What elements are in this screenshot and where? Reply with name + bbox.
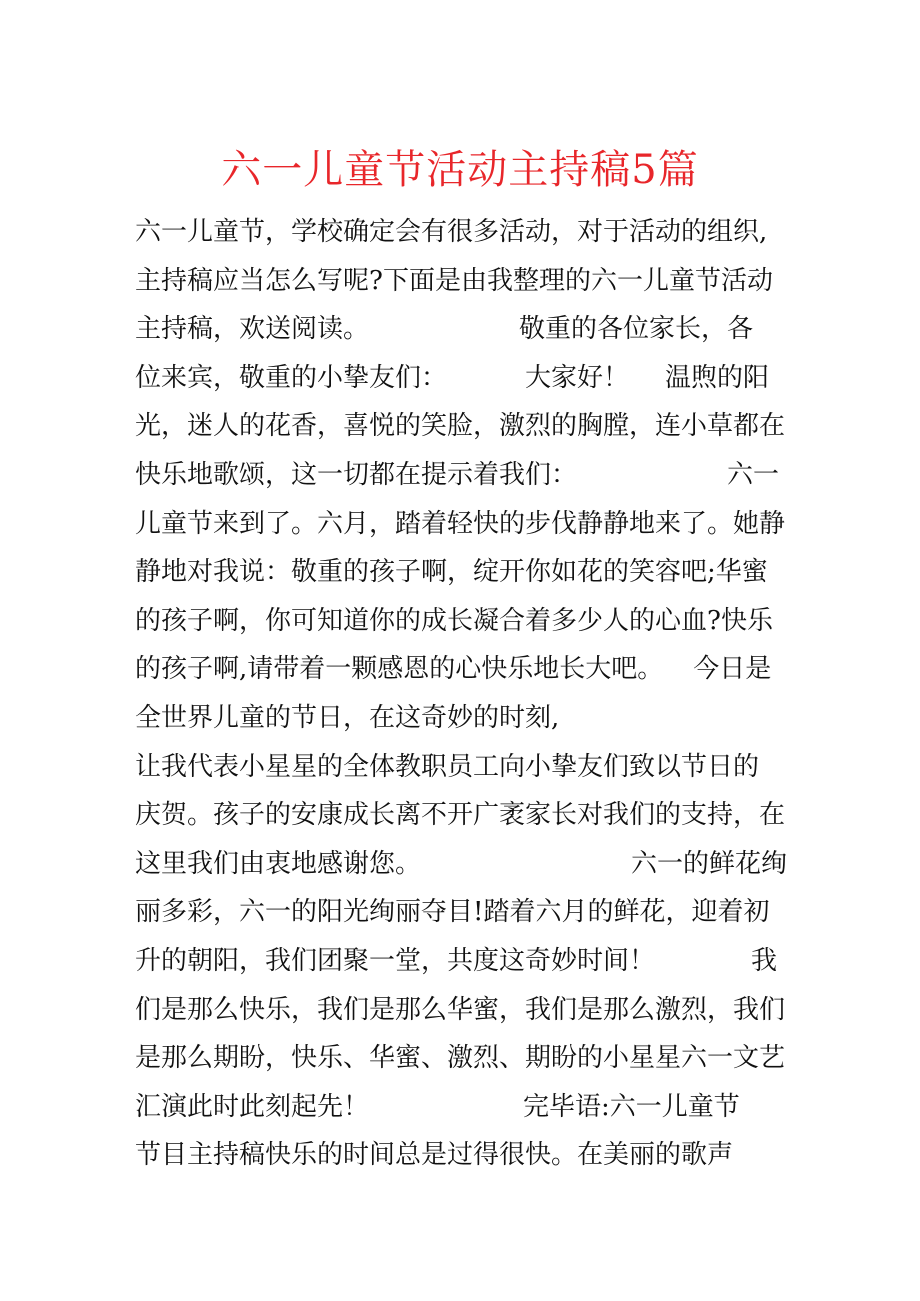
- text-line: [135, 402, 795, 451]
- text-segment: 儿童节来到了。六月，踏着轻快的步伐静静地来了。她静: [135, 508, 786, 539]
- text-line: [135, 257, 795, 306]
- text-segment: 大家好！: [525, 362, 630, 393]
- text-segment: 静地对我说：敬重的孩子啊，绽开你如花的笑容吧;华蜜: [135, 557, 768, 588]
- text-segment: 今日是: [693, 654, 772, 685]
- text-line: [135, 937, 795, 986]
- text-line: [135, 1034, 795, 1083]
- text-segment: 全世界儿童的节日，在这奇妙的时刻,: [135, 702, 560, 733]
- text-segment: 主持稿应当怎么写呢?下面是由我整理的六一儿童节活动: [135, 265, 773, 296]
- document-title: 六一儿童节活动主持稿5篇: [221, 147, 699, 193]
- text-segment: 我: [751, 945, 778, 976]
- text-line: [135, 451, 795, 500]
- text-segment: 的孩子啊，你可知道你的成长凝合着多少人的心血?快乐: [135, 605, 773, 636]
- text-segment: 温煦的阳: [665, 362, 770, 393]
- text-segment: 是那么期盼，快乐、华蜜、激烈、期盼的小星星六一文艺: [135, 1043, 786, 1074]
- text-segment: 庆贺。孩子的安康成长离不开广袤家长对我们的支持，在: [135, 800, 786, 831]
- text-line: [135, 791, 795, 840]
- text-segment: 让我代表小星星的全体教职员工向小挚友们致以节日的: [135, 751, 760, 782]
- text-segment: 六一的鲜花绚: [631, 848, 788, 879]
- text-segment: 敬重的各位家长，各: [519, 314, 754, 345]
- text-segment: 汇演此时此刻起先！: [135, 1091, 370, 1122]
- text-segment: 完毕语:六一儿童节: [523, 1091, 740, 1122]
- text-line: [135, 305, 795, 354]
- text-segment: 这里我们由衷地感谢您。: [135, 848, 422, 879]
- text-line: [135, 888, 795, 937]
- text-line: [135, 1083, 795, 1132]
- text-segment: 的孩子啊,请带着一颗感恩的心快乐地长大吧。: [135, 654, 664, 685]
- text-line: [135, 208, 795, 257]
- text-segment: 们是那么快乐，我们是那么华蜜，我们是那么激烈，我们: [135, 994, 786, 1025]
- text-line: [135, 694, 795, 743]
- text-line: [135, 840, 795, 889]
- text-segment: 主持稿，欢送阅读。: [135, 314, 370, 345]
- text-line: [135, 500, 795, 549]
- document-body: [135, 208, 795, 1180]
- text-segment: 升的朝阳，我们团聚一堂，共度这奇妙时间！: [135, 945, 656, 976]
- text-line: [135, 548, 795, 597]
- text-segment: 位来宾，敬重的小挚友们：: [135, 362, 448, 393]
- text-segment: 六一儿童节，学校确定会有很多活动，对于活动的组织,: [135, 217, 768, 247]
- text-line: [135, 645, 795, 694]
- text-line: [135, 986, 795, 1035]
- text-segment: 快乐地歌颂，这一切都在提示着我们：: [135, 459, 578, 490]
- text-segment: 六一: [727, 459, 780, 490]
- text-line: [135, 354, 795, 403]
- text-line: [135, 597, 795, 646]
- text-segment: 节目主持稿快乐的时间总是过得很快。在美丽的歌声: [135, 1140, 734, 1171]
- text-segment: 丽多彩，六一的阳光绚丽夺目!踏着六月的鲜花，迎着初: [135, 897, 770, 928]
- text-line: [135, 743, 795, 792]
- text-line: [135, 1131, 795, 1180]
- text-segment: 光，迷人的花香，喜悦的笑脸，激烈的胸膛，连小草都在: [135, 411, 786, 442]
